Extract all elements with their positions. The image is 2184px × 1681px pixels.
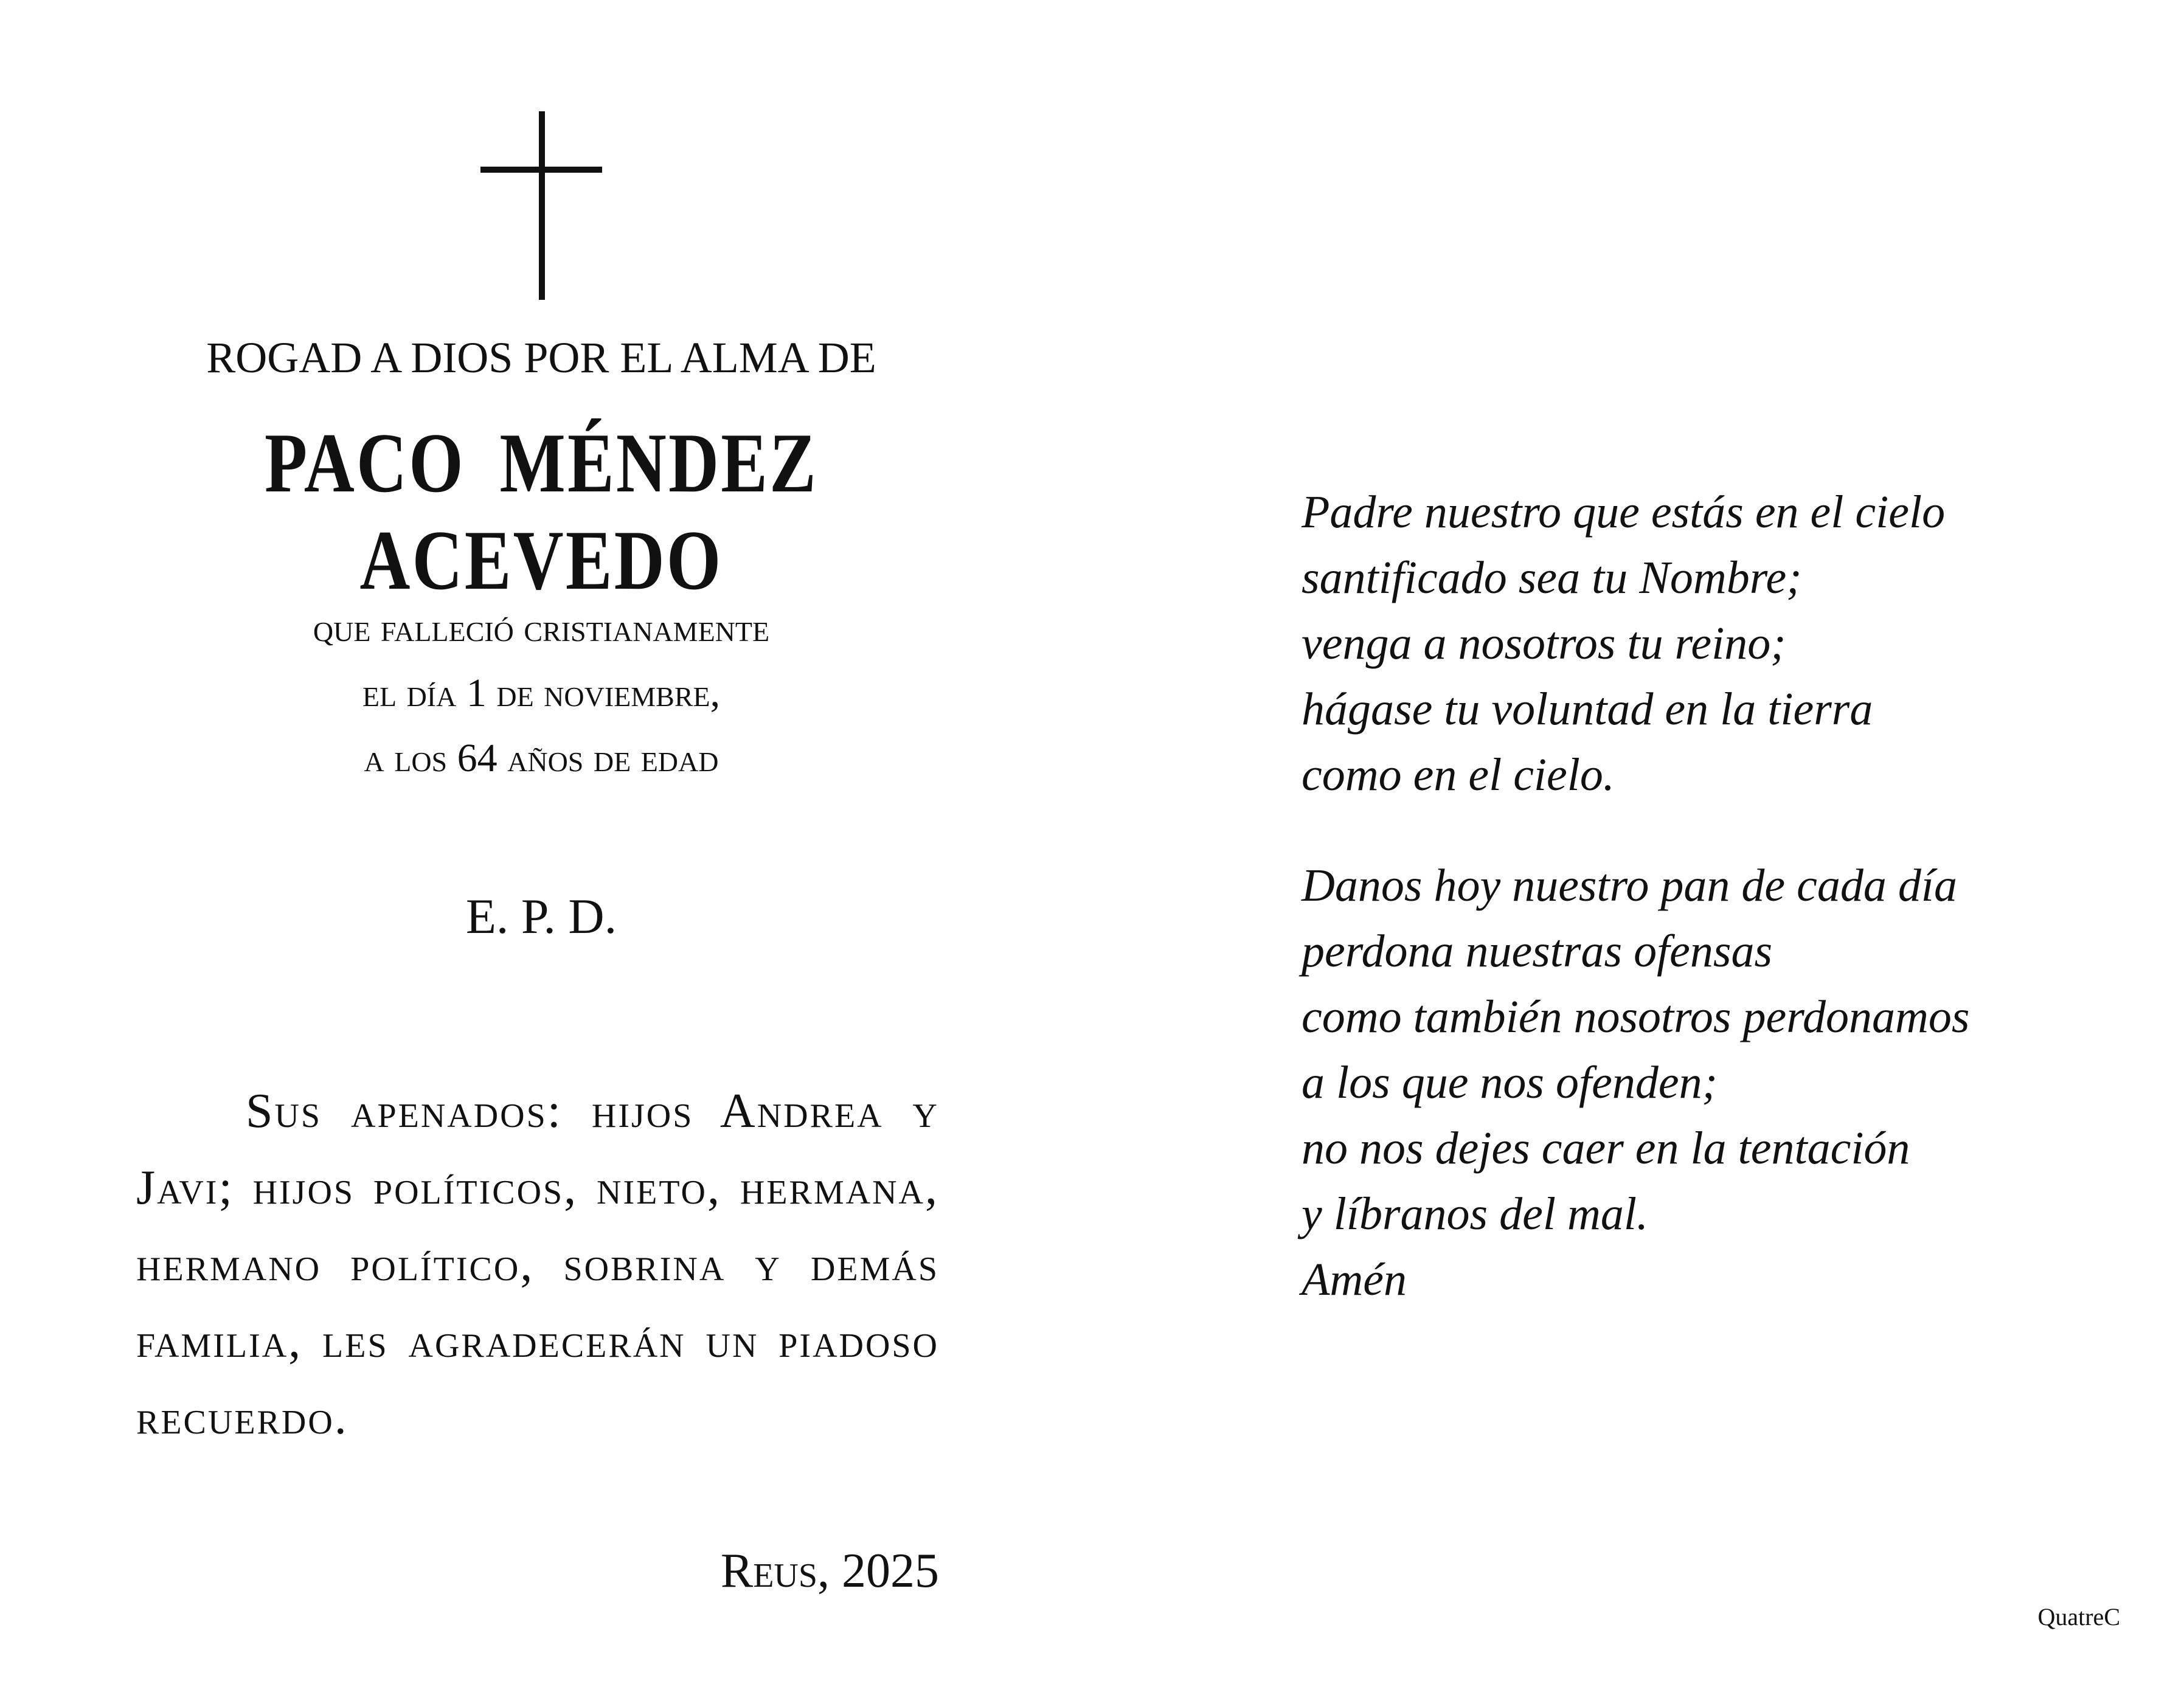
prayer-line: perdona nuestras ofensas xyxy=(1302,926,1773,977)
death-line-2: el día 1 de noviembre, xyxy=(362,671,721,715)
prayer-line: venga a nosotros tu reino; xyxy=(1302,618,1786,669)
cross-icon xyxy=(480,111,602,306)
death-line-1: que falleció cristianamente xyxy=(313,606,770,650)
prayer-line: Amén xyxy=(1302,1254,1407,1305)
prayer-line: como en el cielo. xyxy=(1302,749,1615,800)
mourners-text: Sus apenados: hijos Andrea y Javi; hijos políticos, nieto, hermana, hermano político, sobrina y demás familia, les agradecerán un piadoso recuerdo. xyxy=(136,1084,939,1444)
prayer-line: no nos dejes caer en la tentación xyxy=(1302,1123,1910,1174)
epd-abbreviation: E. P. D. xyxy=(465,889,617,944)
pray-line: ROGAD A DIOS POR EL ALMA DE xyxy=(206,333,876,382)
printer-mark: QuatreC xyxy=(2037,1603,2120,1631)
death-line-3: a los 64 años de edad xyxy=(364,736,719,780)
mourners-paragraph xyxy=(136,1073,939,1456)
prayer-line: Padre nuestro que estás en el cielo xyxy=(1302,487,1946,538)
prayer-line: santificado sea tu Nombre; xyxy=(1302,552,1802,603)
prayer-line: como también nosotros perdonamos xyxy=(1302,991,1970,1042)
prayer-line: Danos hoy nuestro pan de cada día xyxy=(1302,860,1957,911)
prayer-line: hágase tu voluntad en la tierra xyxy=(1302,684,1873,735)
prayer-line: y líbranos del mal. xyxy=(1302,1188,1648,1239)
place-date: Reus, 2025 xyxy=(720,1544,939,1598)
deceased-name: PACO MÉNDEZ ACEVEDO xyxy=(265,416,818,608)
prayer-line: a los que nos ofenden; xyxy=(1302,1057,1718,1108)
